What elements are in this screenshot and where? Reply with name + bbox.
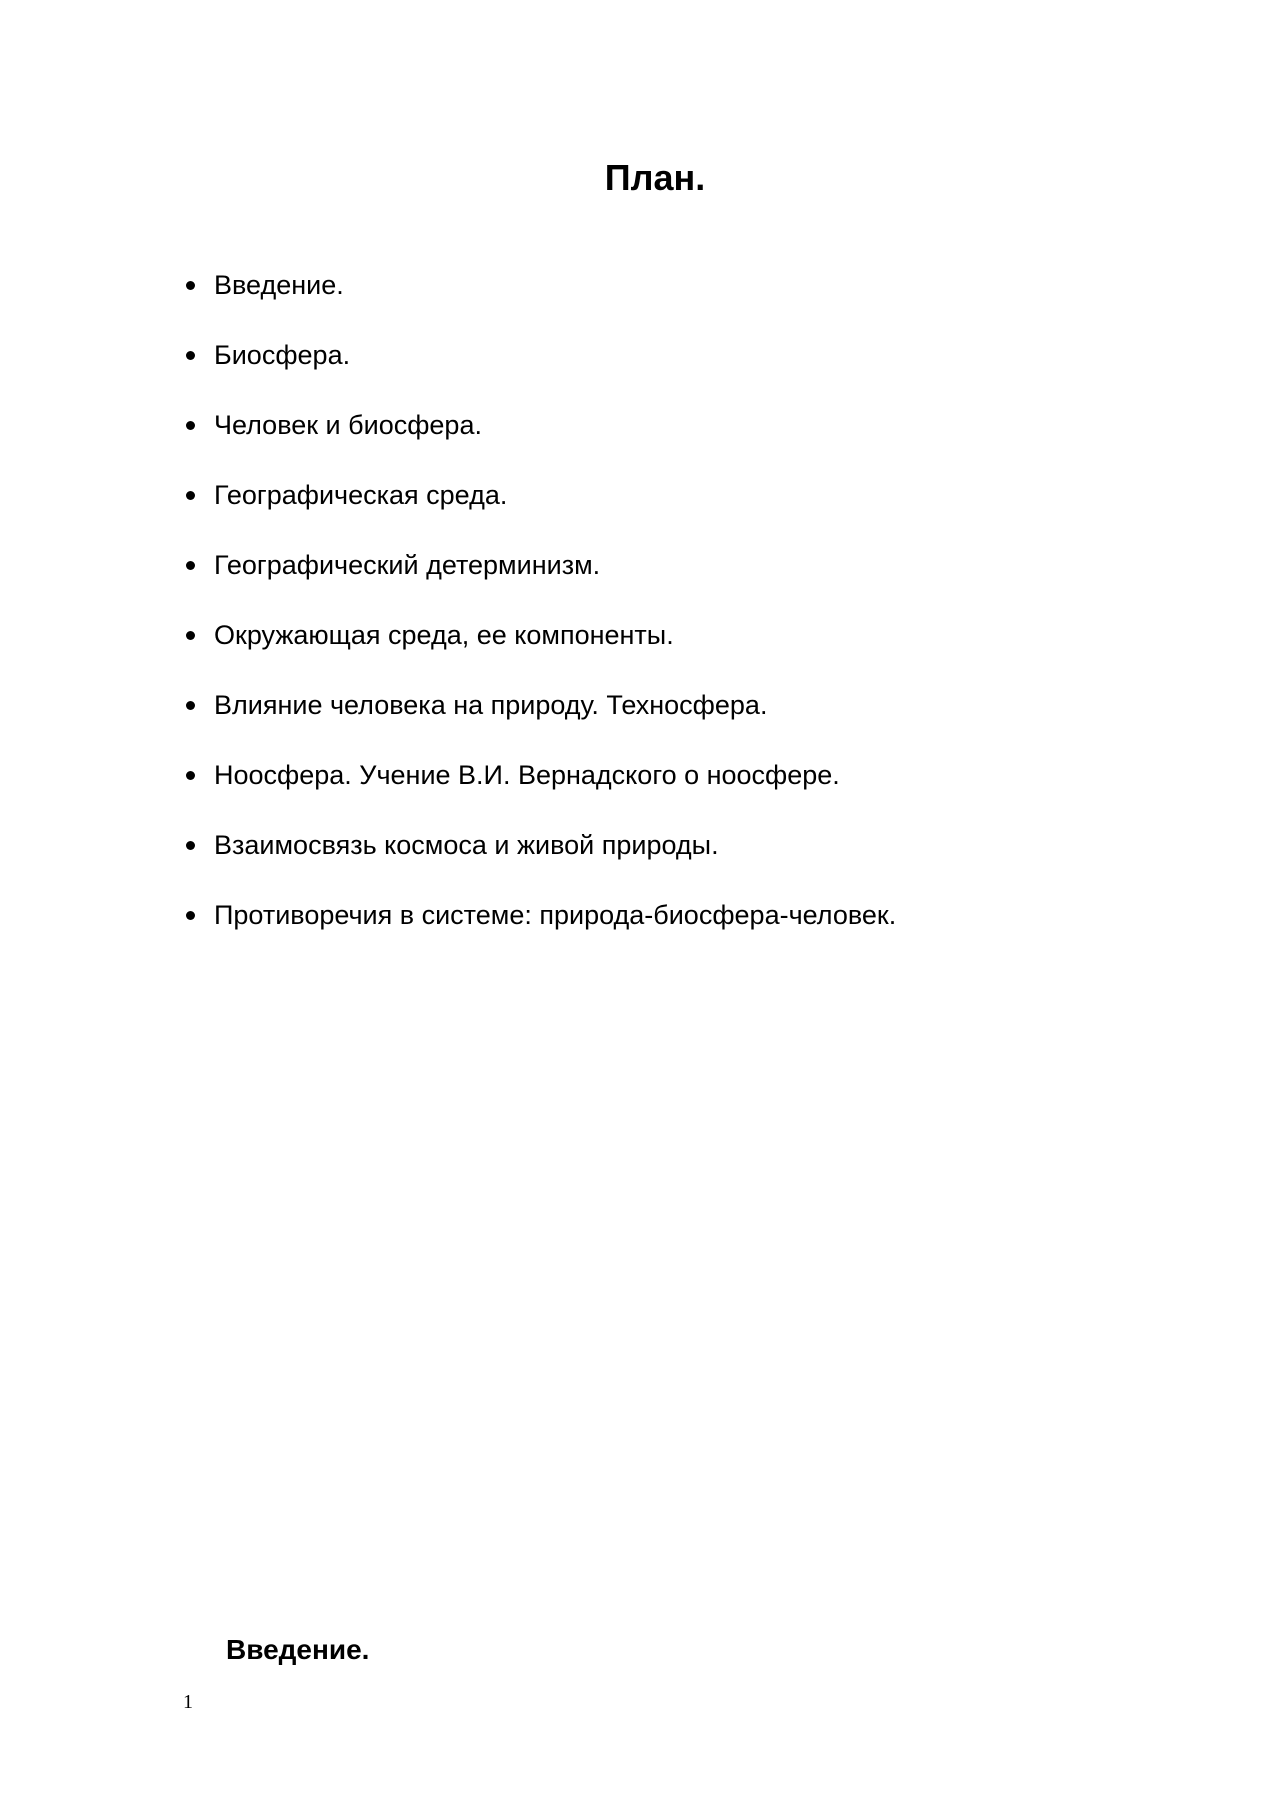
plan-item-text: Взаимосвязь космоса и живой природы. [214,830,719,860]
bullet-icon [186,351,195,360]
plan-list [214,267,896,967]
plan-item-text: Введение. [214,270,344,300]
plan-item [214,897,896,967]
plan-item-text: Географический детерминизм. [214,550,601,580]
page-number: 1 [183,1691,193,1713]
plan-item-text: Географическая среда. [214,480,508,510]
bullet-icon [186,281,195,290]
plan-item-text: Противоречия в системе: природа-биосфера-человек. [214,900,897,930]
section-heading: Введение. [226,1634,370,1665]
plan-item-text: Биосфера. [214,340,351,370]
plan-item [214,827,896,897]
plan-item [214,337,896,407]
plan-item-text: Окружающая среда, ее компоненты. [214,620,674,650]
plan-item [214,687,896,757]
bullet-icon [186,421,195,430]
bullet-icon [186,911,195,920]
plan-item [214,407,896,477]
bullet-icon [186,771,195,780]
page-title: План. [604,157,706,198]
bullet-icon [186,631,195,640]
plan-item [214,547,896,617]
bullet-icon [186,701,195,710]
plan-item-text: Ноосфера. Учение В.И. Вернадского о ноосфере. [214,760,840,790]
plan-item [214,757,896,827]
plan-item [214,267,896,337]
plan-item-text: Человек и биосфера. [214,410,482,440]
bullet-icon [186,841,195,850]
bullet-icon [186,491,195,500]
plan-item [214,617,896,687]
bullet-icon [186,561,195,570]
plan-item [214,477,896,547]
plan-item-text: Влияние человека на природу. Техносфера. [214,690,768,720]
